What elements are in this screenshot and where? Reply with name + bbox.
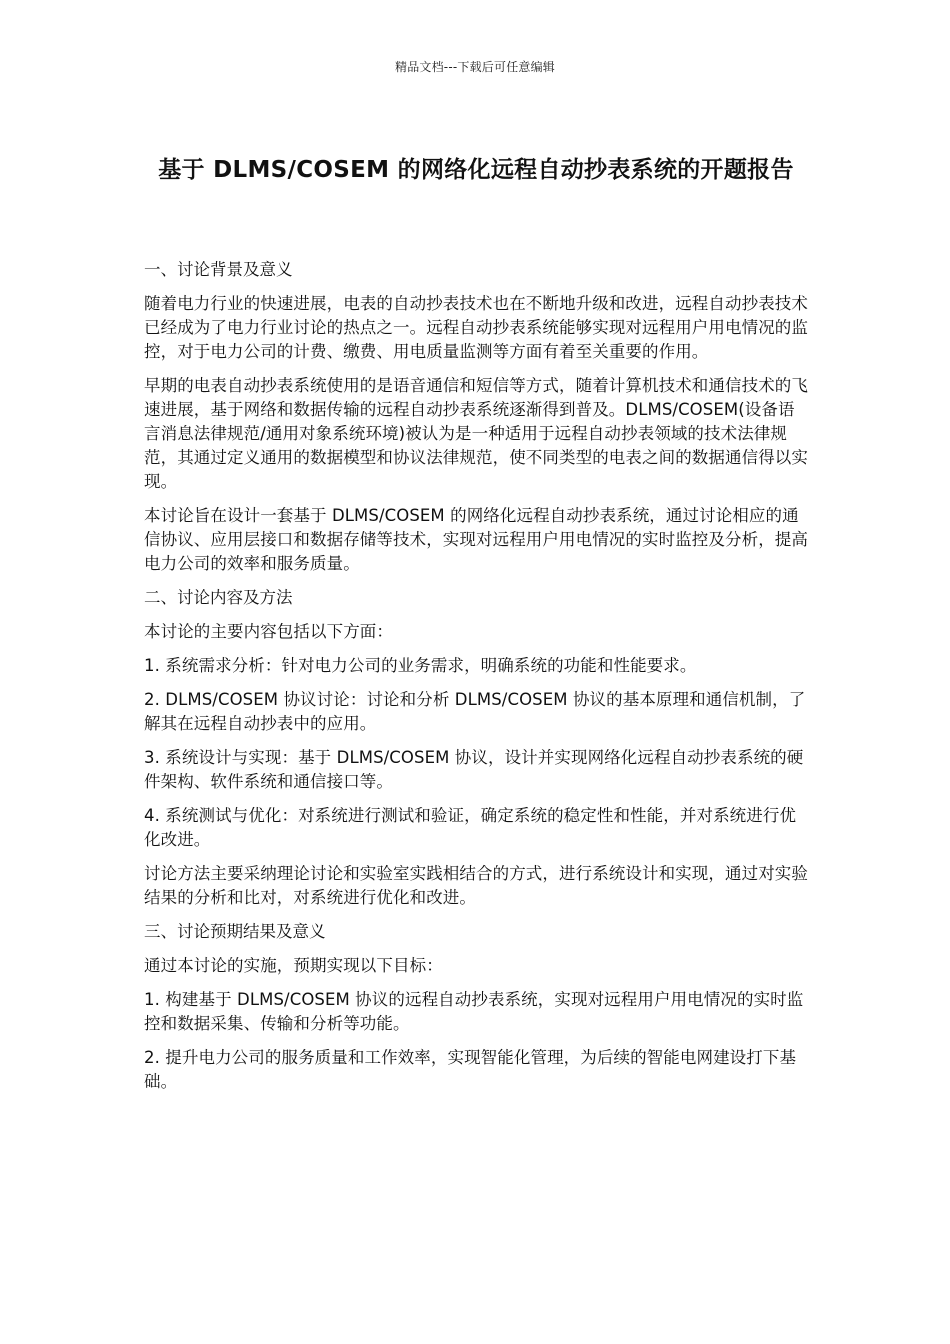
paragraph: 本讨论的主要内容包括以下方面： bbox=[144, 622, 393, 641]
paragraph: 早期的电表自动抄表系统使用的是语音通信和短信等方式，随着计算机技术和通信技术的飞速进展，基于网络和数据传输的远程自动抄表系统逐渐得到普及。DLMS/COSEM(设备语言消息法律规范/通用对象系统环境)被认为是一种适用于远程自动抄表领域的技术法律规范，其通过定义通用的数据模型和协议法律规范，使不同类型的电表之间的数据通信得以实现。 bbox=[144, 376, 808, 491]
document-title: 基于 DLMS/COSEM 的网络化远程自动抄表系统的开题报告 bbox=[158, 157, 794, 184]
list-item: 2. 提升电力公司的服务质量和工作效率，实现智能化管理，为后续的智能电网建设打下基础。 bbox=[144, 1048, 797, 1091]
document-body bbox=[144, 258, 810, 1104]
list-item: 4. 系统测试与优化：对系统进行测试和验证，确定系统的稳定性和性能，并对系统进行优化改进。 bbox=[144, 806, 797, 849]
paragraph: 随着电力行业的快速进展，电表的自动抄表技术也在不断地升级和改进，远程自动抄表技术已经成为了电力行业讨论的热点之一。远程自动抄表系统能够实现对远程用户用电情况的监控，对于电力公司的计费、缴费、用电质量监测等方面有着至关重要的作用。 bbox=[144, 294, 808, 361]
section-heading-background: 一、讨论背景及意义 bbox=[144, 260, 293, 279]
paragraph: 讨论方法主要采纳理论讨论和实验室实践相结合的方式，进行系统设计和实现，通过对实验结果的分析和比对，对系统进行优化和改进。 bbox=[144, 864, 808, 907]
paragraph: 通过本讨论的实施，预期实现以下目标： bbox=[144, 956, 443, 975]
list-item: 1. 系统需求分析：针对电力公司的业务需求，明确系统的功能和性能要求。 bbox=[144, 656, 697, 675]
section-heading-expected-results: 三、讨论预期结果及意义 bbox=[144, 922, 326, 941]
section-heading-content-methods: 二、讨论内容及方法 bbox=[144, 588, 293, 607]
list-item: 1. 构建基于 DLMS/COSEM 协议的远程自动抄表系统，实现对远程用户用电情况的实时监控和数据采集、传输和分析等功能。 bbox=[144, 990, 804, 1033]
list-item: 3. 系统设计与实现：基于 DLMS/COSEM 协议，设计并实现网络化远程自动抄表系统的硬件架构、软件系统和通信接口等。 bbox=[144, 748, 804, 791]
header-note: 精品文档---下载后可任意编辑 bbox=[395, 60, 555, 74]
list-item: 2. DLMS/COSEM 协议讨论：讨论和分析 DLMS/COSEM 协议的基本原理和通信机制，了解其在远程自动抄表中的应用。 bbox=[144, 690, 806, 733]
paragraph: 本讨论旨在设计一套基于 DLMS/COSEM 的网络化远程自动抄表系统，通过讨论相应的通信协议、应用层接口和数据存储等技术，实现对远程用户用电情况的实时监控及分析，提高电力公司的效率和服务质量。 bbox=[144, 506, 808, 573]
